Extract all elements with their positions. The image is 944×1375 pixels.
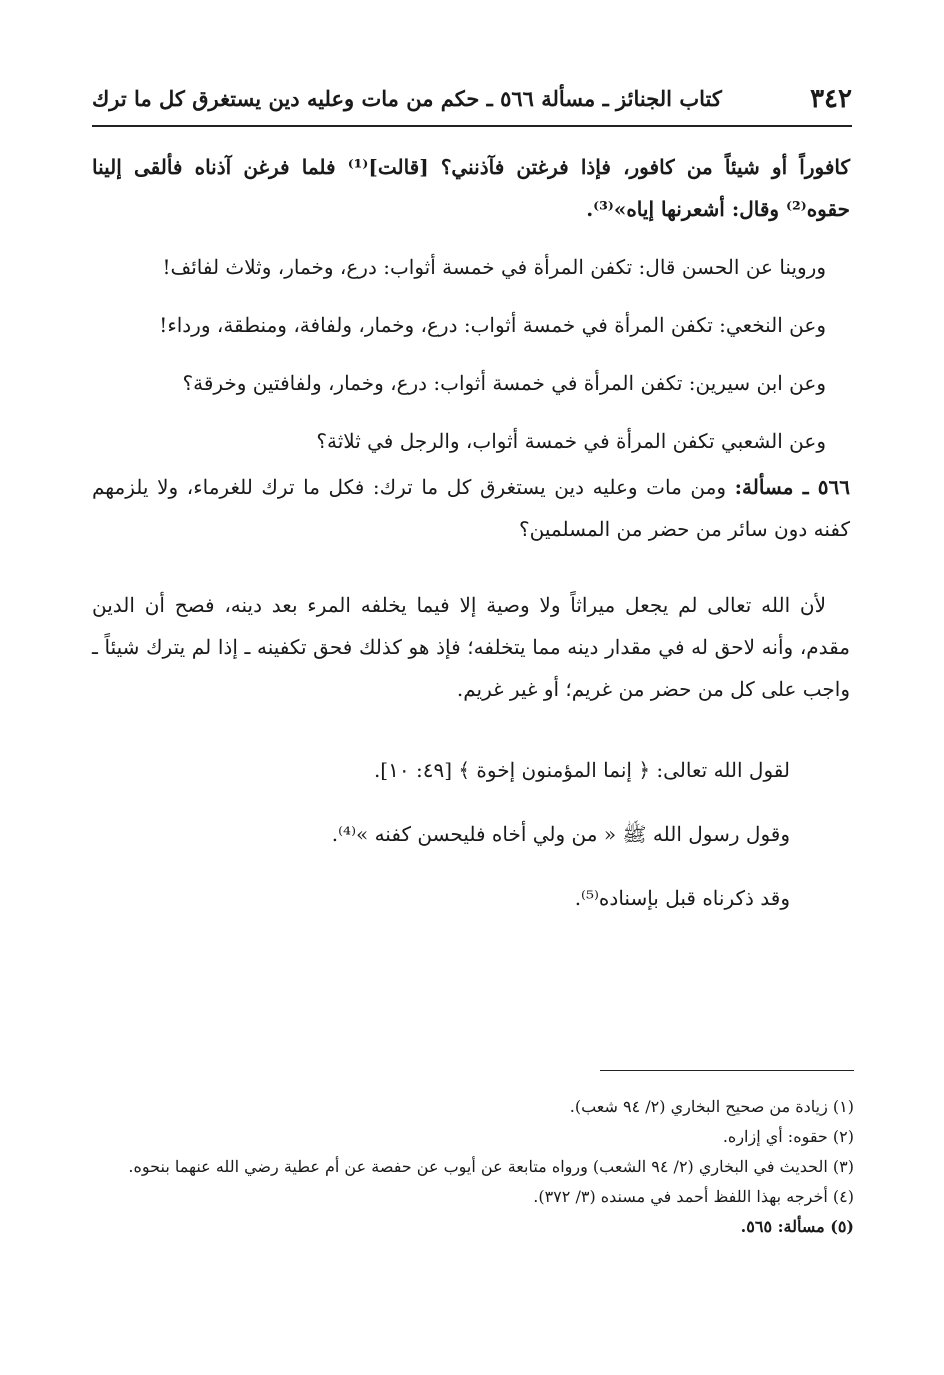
main-text <box>92 146 850 936</box>
paragraph-hasan: وروينا عن الحسن قال: تكفن المرأة في خمسة أثواب: درع، وخمار، وثلاث لفائف! <box>162 255 826 279</box>
paragraph-reasoning: لأن الله تعالى لم يجعل ميراثاً ولا وصية إلا فيما يخلفه المرء بعد دينه، فصح أن الدين مقدم، وأنه لاحق له في مقدار دينه مما يتخلفه؛ فإذ هو كذلك فحق تكفينه ـ إذا لم يترك شيئاً ـ واجب على كل من حضر من غريم؛ أو غير غريم. <box>92 593 850 701</box>
hadith-quote: وقول رسول الله ﷺ « من ولي أخاه فليحسن كفنه »⁽⁴⁾. <box>331 822 790 846</box>
footnote-4: (٤) أخرجه بهذا اللفظ أحمد في مسنده (٣/ ٣٧٢). <box>533 1187 854 1206</box>
quran-quote: لقول الله تعالى: ﴿ إنما المؤمنون إخوة ﴾ [٤٩: ١٠]. <box>373 758 790 782</box>
header-divider <box>92 125 852 127</box>
page-header <box>92 72 852 122</box>
paragraph-ibn-sirin: وعن ابن سيرين: تكفن المرأة في خمسة أثواب: درع، وخمار، ولفافتين وخرقة؟ <box>182 371 826 395</box>
masala-text: ومن مات وعليه دين يستغرق كل ما ترك: فكل ما ترك للغرماء، ولا يلزمهم كفنه دون سائر من حضر من المسلمين؟ <box>92 475 850 541</box>
footnote-5: (٥) مسألة: ٥٦٥. <box>740 1217 854 1236</box>
paragraph-nakhai: وعن النخعي: تكفن المرأة في خمسة أثواب: درع، وخمار، ولفافة، ومنطقة، ورداء! <box>159 313 826 337</box>
paragraph-shabi: وعن الشعبي تكفن المرأة في خمسة أثواب، والرجل في ثلاثة؟ <box>316 429 826 453</box>
footnote-1: (١) زيادة من صحيح البخاري (٢/ ٩٤ شعب). <box>569 1097 854 1116</box>
masala-566 <box>92 466 850 550</box>
footnote-2: (٢) حقوه: أي إزاره. <box>722 1127 854 1146</box>
footnote-3: (٣) الحديث في البخاري (٢/ ٩٤ الشعب) ورواه متابعة عن أيوب عن حفصة عن أم عطية رضي الله عنهما بنحوه. <box>128 1157 854 1176</box>
masala-label: ٥٦٦ ـ مسألة: <box>734 475 850 499</box>
footnotes <box>92 1092 854 1242</box>
paragraph-hadith-continuation: كافوراً أو شيئاً من كافور، فإذا فرغتن فآذنني؟ [قالت]⁽¹⁾ فلما فرغن آذناه فألقى إلينا حقوه⁽²⁾ وقال: أشعرنها إياه»⁽³⁾. <box>92 155 850 221</box>
page-number: ٣٤٢ <box>810 84 852 114</box>
footnote-divider <box>600 1070 854 1071</box>
running-title: كتاب الجنائز ـ مسألة ٥٦٦ ـ حكم من مات وعليه دين يستغرق كل ما ترك <box>92 86 722 111</box>
isnad-note: وقد ذكرناه قبل بإسناده⁽⁵⁾. <box>574 886 790 910</box>
